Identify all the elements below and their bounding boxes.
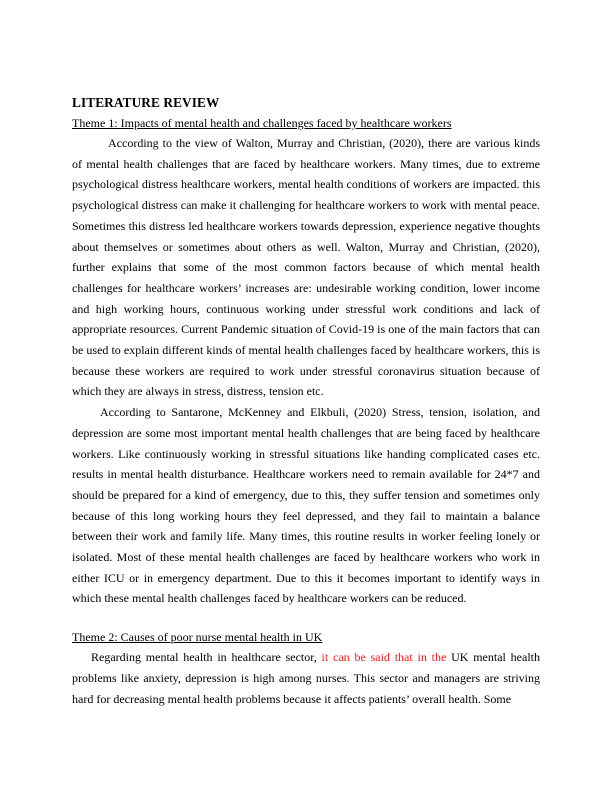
- theme-2-paragraph-1-rest: UK mental health problems like anxiety, depression is high among nurses. This sector and managers are striving hard for decreasing mental health problems because it affects patients’ overall health. Some: [72, 650, 540, 706]
- theme-2-paragraph-1-start: Regarding mental health in healthcare sector,: [91, 650, 322, 665]
- theme-1-heading: Theme 1: Impacts of mental health and challenges faced by healthcare workers: [72, 116, 452, 130]
- theme-1-paragraph-2: According to Santarone, McKenney and Elkbuli, (2020) Stress, tension, isolation, and depression are some most important mental health challenges that are being faced by healthcare workers. Like continuously working in stressful situations like handing complicated cases etc. results in mental health disturbance. Healthcare workers need to remain available for 24*7 and should be prepared for a kind of emergency, due to this, they suffer tension and sometimes only because of this long working hours they feel depressed, and they fail to maintain a balance between their work and family life. Many times, this routine results in worker feeling lonely or isolated. Most of these mental health challenges are faced by healthcare workers who work in either ICU or in emergency department. Due to this it becomes important to identify ways in which these mental health challenges faced by healthcare workers can be reduced.: [72, 405, 540, 606]
- document-title: LITERATURE REVIEW: [72, 95, 220, 110]
- theme-1-paragraph-1: According to the view of Walton, Murray and Christian, (2020), there are various kinds of mental health challenges that are faced by healthcare workers. Many times, due to extreme psychological distress healthcare workers, mental health conditions of workers are impacted. this psychological distress can make it challenging for healthcare workers to work with mental peace. Sometimes this distress led healthcare workers towards depression, experience negative thoughts about themselves or sometimes about others as well. Walton, Murray and Christian, (2020), further explains that some of the most common factors because of which mental health challenges for healthcare workers’ increases are: undesirable working condition, lower income and high working hours, continuous working under stressful work conditions and lack of appropriate resources. Current Pandemic situation of Covid-19 is one of the main factors that can be used to explain different kinds of mental health challenges faced by healthcare workers, this is because these workers are required to work under stressful coronavirus situation because of which they are always in stress, distress, tension etc.: [72, 136, 540, 399]
- theme-2-heading: Theme 2: Causes of poor nurse mental health in UK: [72, 630, 323, 645]
- document-body: [72, 93, 540, 709]
- theme-2-paragraph-1: [72, 647, 540, 709]
- section-gap: [72, 609, 540, 629]
- flagged-phrase: it can be said that in the: [321, 650, 447, 665]
